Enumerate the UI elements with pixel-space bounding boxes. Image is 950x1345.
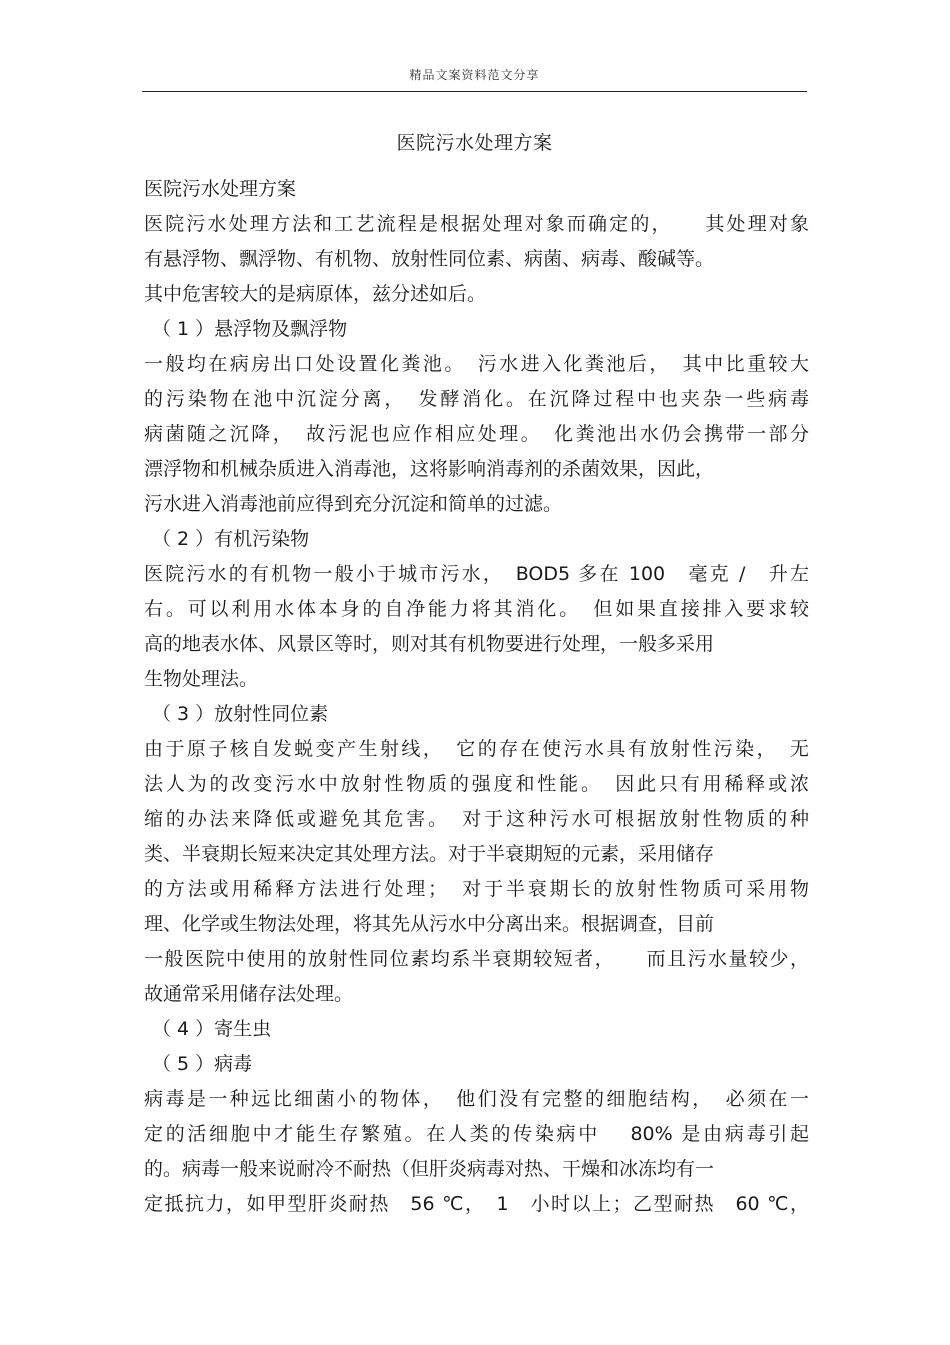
body-text-line: 缩的办法来降低或避免其危害。 对于这种污水可根据放射性物质的种 <box>144 808 809 830</box>
body-text-line: 其中危害较大的是病原体，兹分述如后。 <box>144 283 487 305</box>
body-text-line: 类、半衰期长短来决定其处理方法。对于半衰期短的元素，采用储存 <box>144 843 715 865</box>
document-body <box>144 172 809 1222</box>
body-text-line: 右。可以利用水体本身的自净能力将其消化。 但如果直接排入要求较 <box>144 598 809 620</box>
body-text-line: 定的活细胞中才能生存繁殖。在人类的传染病中 80% 是由病毒引起 <box>144 1123 809 1145</box>
body-text-line: 定抵抗力，如甲型肝炎耐热 56 ℃， 1 小时以上；乙型耐热 60 ℃， <box>144 1193 809 1215</box>
body-text-line: 漂浮物和机械杂质进入消毒池，这将影响消毒剂的杀菌效果，因此， <box>144 458 715 480</box>
body-text-line: 污水进入消毒池前应得到充分沉淀和简单的过滤。 <box>144 493 563 515</box>
body-text-line: 生物处理法。 <box>144 668 259 690</box>
section-heading: （ 1 ）悬浮物及飘浮物 <box>152 318 348 340</box>
body-text-line: 的。病毒一般来说耐冷不耐热（但肝炎病毒对热、干燥和冰冻均有一 <box>144 1158 715 1180</box>
body-text-line: 故通常采用储存法处理。 <box>144 983 354 1005</box>
header-divider <box>142 91 807 92</box>
body-text-line: 病毒是一种远比细菌小的物体， 他们没有完整的细胞结构， 必须在一 <box>144 1088 809 1110</box>
section-heading: （ 3 ）放射性同位素 <box>152 703 329 725</box>
body-text-line: 医院污水处理方法和工艺流程是根据处理对象而确定的， 其处理对象 <box>144 213 809 235</box>
section-heading: （ 4 ）寄生虫 <box>152 1018 272 1040</box>
body-text-line: 的污染物在池中沉淀分离， 发酵消化。在沉降过程中也夹杂一些病毒 <box>144 388 809 410</box>
body-text-line: 法人为的改变污水中放射性物质的强度和性能。 因此只有用稀释或浓 <box>144 773 809 795</box>
body-text-line: 一般医院中使用的放射性同位素均系半衰期较短者， 而且污水量较少， <box>144 948 809 970</box>
section-heading: （ 2 ）有机污染物 <box>152 528 310 550</box>
body-text-line: 理、化学或生物法处理，将其先从污水中分离出来。根据调查，目前 <box>144 913 715 935</box>
body-text-line: 由于原子核自发蜕变产生射线， 它的存在使污水具有放射性污染， 无 <box>144 738 809 760</box>
body-text-line: 高的地表水体、风景区等时，则对其有机物要进行处理，一般多采用 <box>144 633 715 655</box>
body-text-line: 有悬浮物、飘浮物、有机物、放射性同位素、病菌、病毒、酸碱等。 <box>144 248 715 270</box>
page-header: 精品文案资料范文分享 <box>409 68 540 82</box>
body-text-line: 医院污水的有机物一般小于城市污水， BOD5 多在 100 毫克 / 升左 <box>144 563 809 585</box>
document-title: 医院污水处理方案 <box>396 132 553 154</box>
section-heading: （ 5 ）病毒 <box>152 1053 253 1075</box>
body-text-line: 的方法或用稀释方法进行处理； 对于半衰期长的放射性物质可采用物 <box>144 878 809 900</box>
body-text-line: 一般均在病房出口处设置化粪池。 污水进入化粪池后， 其中比重较大 <box>144 353 809 375</box>
body-text-line: 病菌随之沉降， 故污泥也应作相应处理。 化粪池出水仍会携带一部分 <box>144 423 809 445</box>
body-text-line: 医院污水处理方案 <box>144 178 297 200</box>
